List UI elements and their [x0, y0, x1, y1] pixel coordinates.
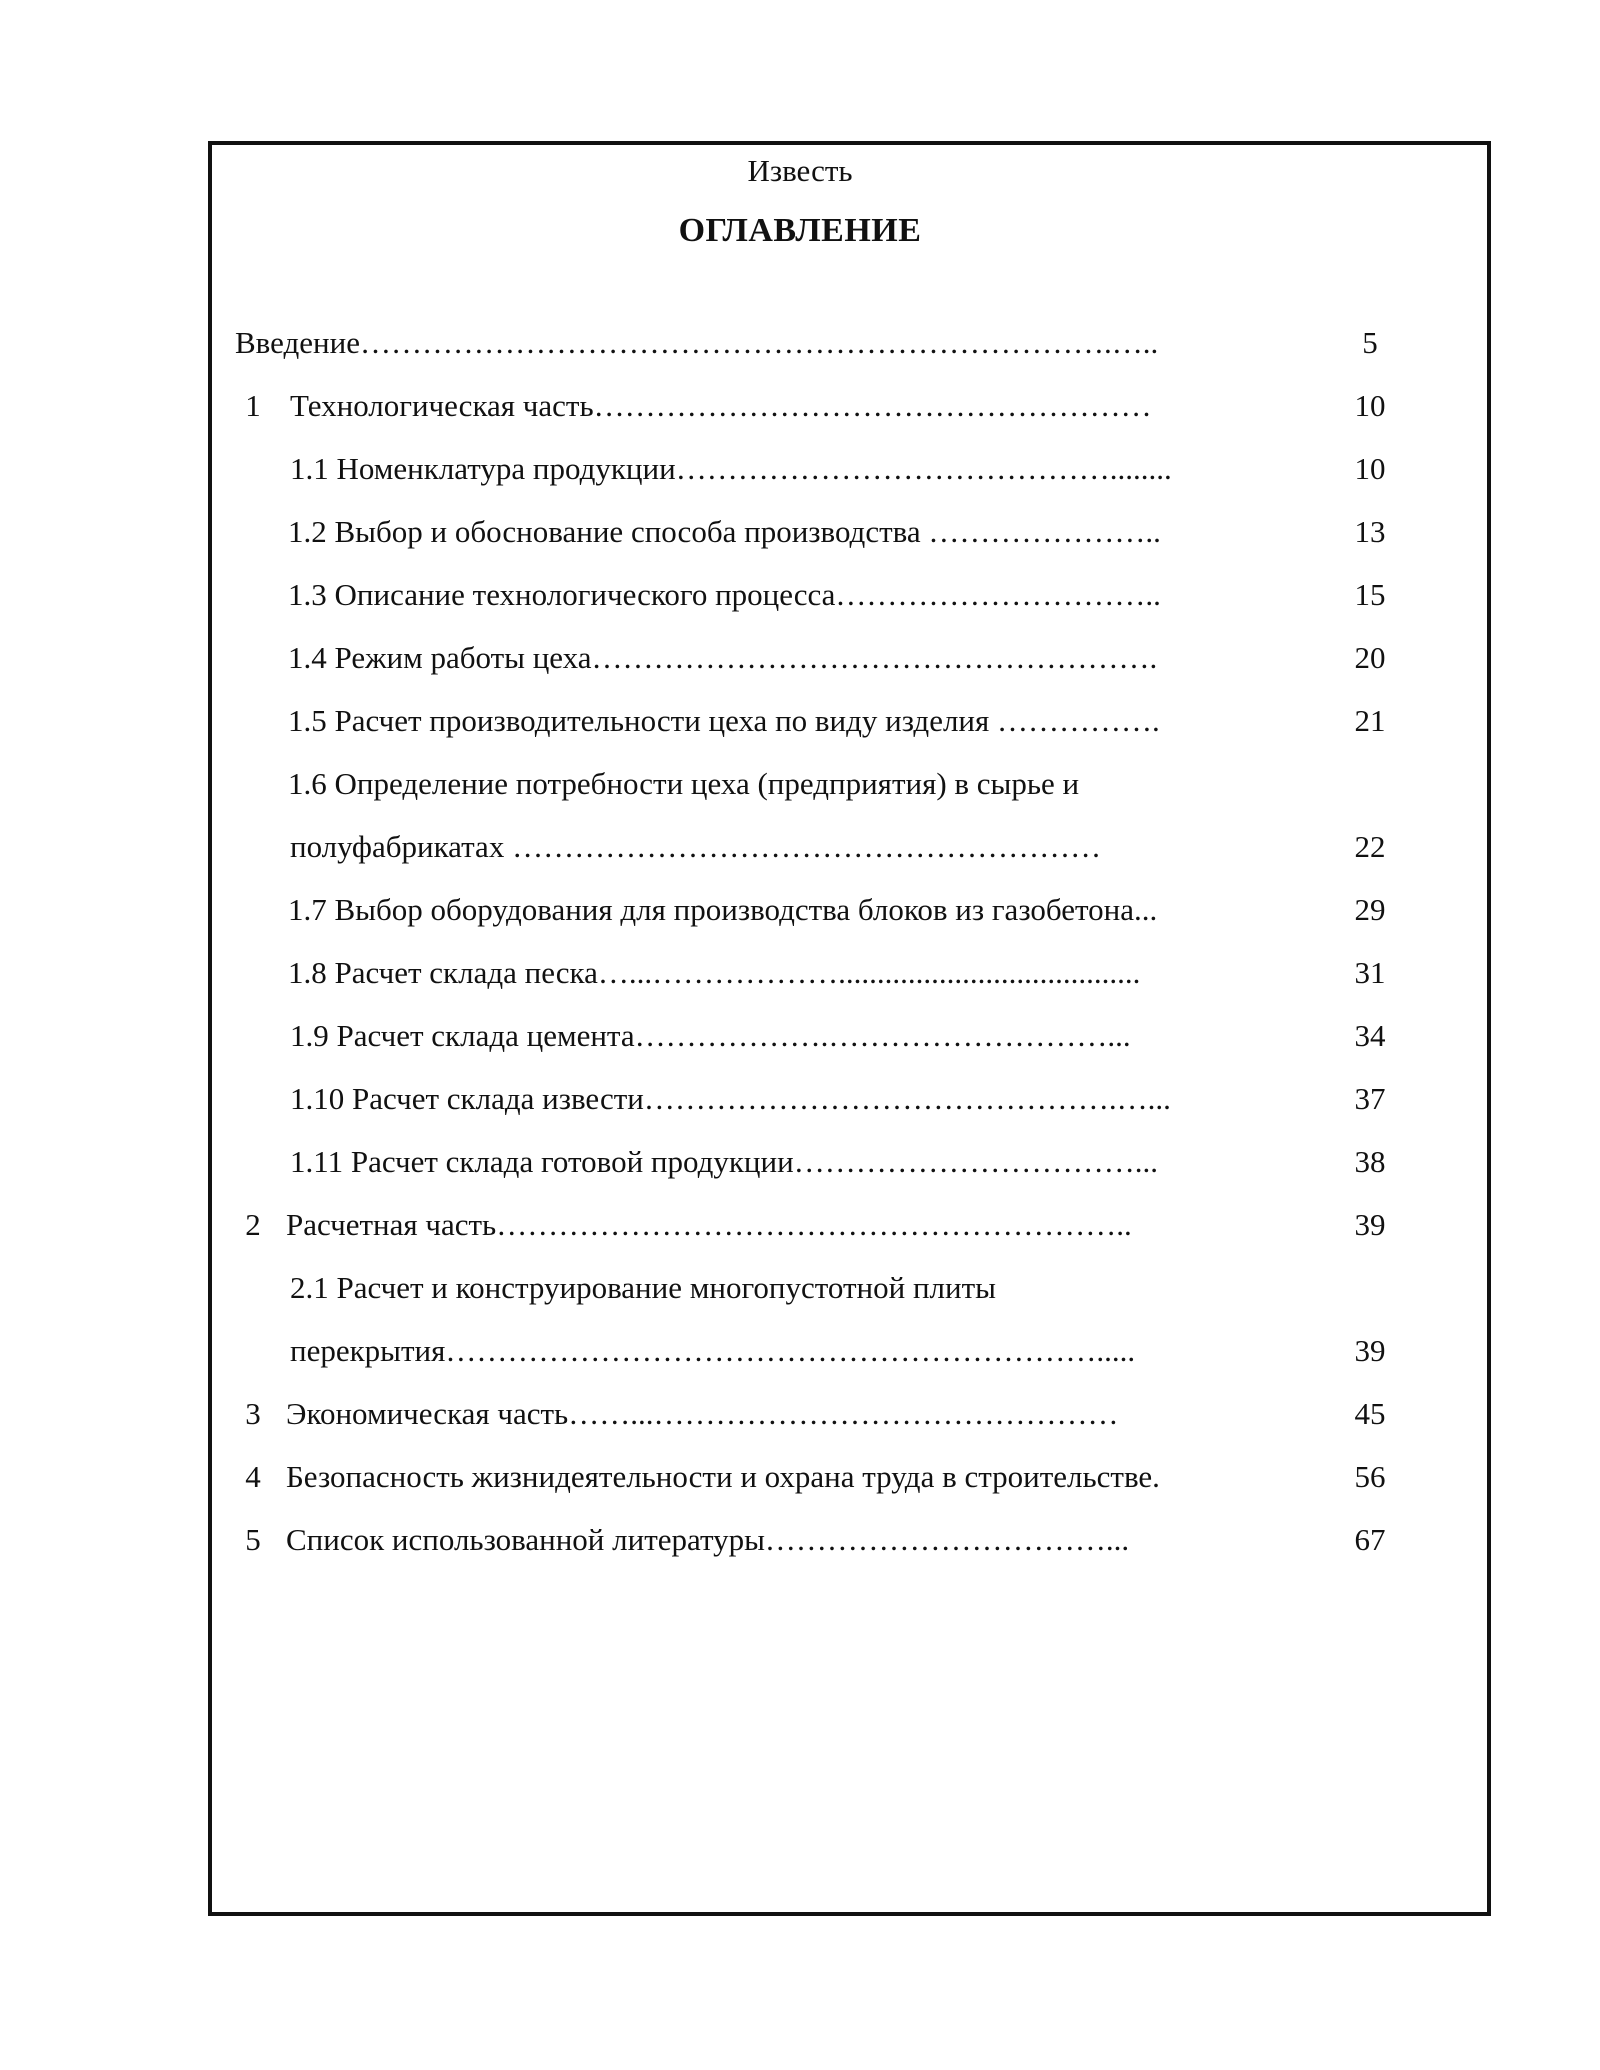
toc-entry-page: 29	[1354, 892, 1386, 927]
document-subject: Известь	[747, 153, 853, 188]
toc-entry-text: 1.6 Определение потребности цеха (предприятия) в сырье и	[288, 766, 1080, 801]
toc-entry-number: 2	[245, 1207, 261, 1242]
toc-entry-page: 39	[1354, 1333, 1386, 1368]
toc-entry-page: 5	[1362, 325, 1378, 360]
toc-entry-number: 5	[245, 1522, 261, 1557]
toc-entry-text: 1.10 Расчет склада извести……………………………………….…...	[290, 1081, 1171, 1116]
toc-entry-page: 67	[1354, 1522, 1386, 1557]
toc-entry-text: 1.9 Расчет склада цемента……………….………………………...	[290, 1018, 1131, 1053]
toc-entry-page: 10	[1354, 451, 1386, 486]
toc-entry-text: 1.11 Расчет склада готовой продукции……………………………...	[290, 1144, 1158, 1179]
toc-entry-text: Введение……………………………………………………………….…..	[235, 325, 1159, 360]
toc-entry-page: 31	[1354, 955, 1386, 990]
toc-entry-number: 1	[245, 388, 261, 423]
toc-entry-text: 1.5 Расчет производительности цеха по виду изделия …………….	[288, 703, 1160, 738]
toc-entry-text: 2.1 Расчет и конструирование многопустотной плиты	[290, 1270, 996, 1305]
toc-entry-text: 1.1 Номенклатура продукции……………………………………........	[290, 451, 1172, 486]
toc-entry-page: 22	[1354, 829, 1386, 864]
toc-entry-page: 34	[1354, 1018, 1386, 1053]
toc-entry-page: 10	[1354, 388, 1386, 423]
toc-entry-text: перекрытия……………………………………………………….....	[290, 1333, 1136, 1368]
toc-entry-text: 1.8 Расчет склада песка…...……………….......................................	[288, 955, 1141, 990]
toc-entry-page: 15	[1354, 577, 1386, 612]
toc-entry-text: 1.2 Выбор и обоснование способа производства …………………..	[288, 514, 1161, 549]
toc-entry-text: 1.7 Выбор оборудования для производства блоков из газобетона...	[288, 892, 1158, 927]
toc-entry-page: 38	[1354, 1144, 1386, 1179]
toc-heading: ОГЛАВЛЕНИЕ	[678, 212, 922, 249]
toc-entry-text: 1.3 Описание технологического процесса…………………………..	[288, 577, 1161, 612]
toc-entry-page: 21	[1354, 703, 1386, 738]
toc-entry-page: 56	[1354, 1459, 1386, 1494]
toc-entry-number: 4	[245, 1459, 261, 1494]
toc-entry-page: 20	[1354, 640, 1386, 675]
toc-entry-text: 1.4 Режим работы цеха……………………………………………….	[288, 640, 1158, 675]
toc-entry-text: Технологическая часть………………………………………………	[290, 388, 1152, 423]
toc-entry-page: 37	[1354, 1081, 1386, 1116]
toc-entry-page: 13	[1354, 514, 1386, 549]
toc-entry-text: Безопасность жизнидеятельности и охрана труда в строительстве.	[286, 1459, 1160, 1494]
toc-entry-page: 39	[1354, 1207, 1386, 1242]
toc-entry-text: Расчетная часть……………………………………………………..	[286, 1207, 1132, 1242]
toc-entry-text: полуфабрикатах …………………………………………………	[290, 829, 1102, 864]
toc-entry-text: Экономическая часть……...………………………………………	[286, 1396, 1119, 1431]
toc-entry-number: 3	[245, 1396, 261, 1431]
toc-entry-text: Список использованной литературы……………………………...	[286, 1522, 1130, 1557]
toc-entry-page: 45	[1354, 1396, 1386, 1431]
